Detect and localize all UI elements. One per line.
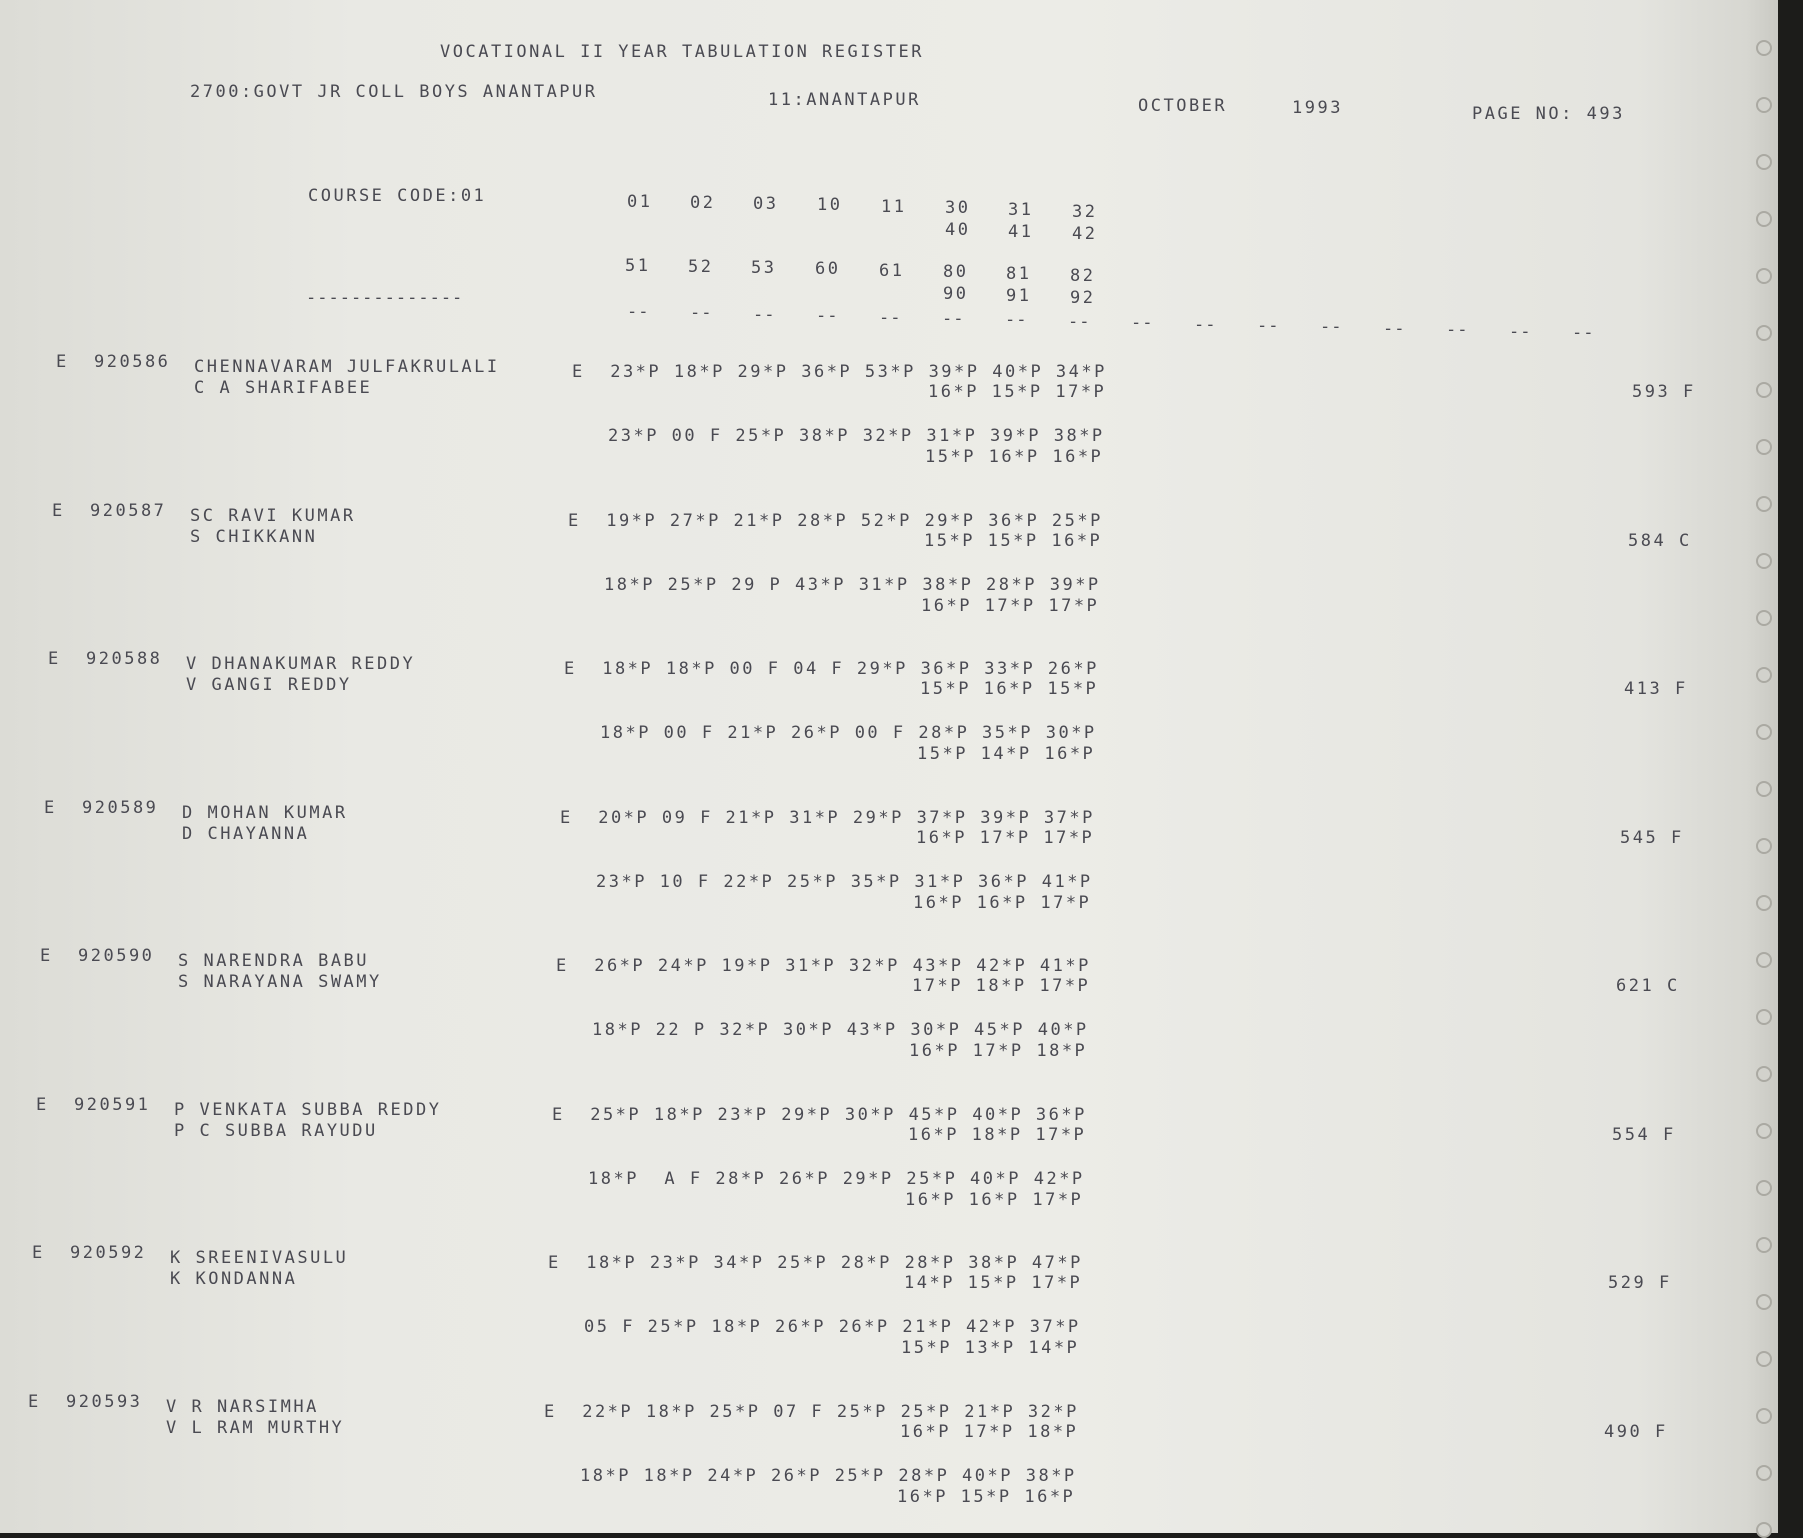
parent-name: S NARAYANA SWAMY: [178, 972, 382, 992]
perforation-hole: [1756, 97, 1772, 113]
roll-number: 920590: [78, 946, 155, 966]
district-name: 11:ANANTAPUR: [768, 90, 921, 110]
marks-row-2: 05 F 25*P 18*P 26*P 26*P 21*P 42*P 37*P: [584, 1317, 1081, 1337]
student-name: CHENNAVARAM JULFAKRULALI: [194, 357, 500, 377]
parent-name: S CHIKKANN: [190, 526, 318, 547]
marks-row-2-extra: 16*P 15*P 16*P: [897, 1486, 1076, 1507]
perforation-hole: [1756, 667, 1772, 683]
column-dash: --: [942, 309, 965, 329]
medium-code: E: [44, 797, 57, 818]
exam-month: OCTOBER: [1138, 96, 1228, 116]
perforation-hole: [1756, 1408, 1772, 1424]
roll-number: 920587: [90, 500, 167, 521]
marks-row-1-extra: 17*P 18*P 17*P: [912, 976, 1091, 996]
marks-row-2-extra: 16*P 17*P 17*P: [921, 595, 1100, 616]
column-dash: --: [1509, 322, 1532, 342]
column-dash: --: [1005, 310, 1028, 330]
marks-row-2: 18*P 00 F 21*P 26*P 00 F 28*P 35*P 30*P: [600, 723, 1097, 743]
column-dash: --: [753, 305, 776, 325]
course-dashes: --------------: [306, 288, 464, 308]
perforation-hole: [1756, 40, 1772, 56]
total-result: 413 F: [1624, 679, 1688, 699]
subject-code: 32: [1072, 202, 1098, 222]
subject-code: 90: [943, 284, 969, 304]
marks-row-1-extra: 16*P 17*P 18*P: [900, 1421, 1079, 1442]
marks-row-1: E 18*P 23*P 34*P 25*P 28*P 28*P 38*P 47*P: [548, 1253, 1083, 1273]
course-code: COURSE CODE:01: [308, 186, 487, 206]
subject-code: 80: [943, 262, 969, 282]
subject-code: 02: [690, 193, 716, 213]
medium-code: E: [48, 649, 61, 669]
perforation-hole: [1756, 895, 1772, 911]
marks-row-2-extra: 15*P 16*P 16*P: [925, 447, 1104, 467]
roll-number: 920586: [94, 352, 171, 372]
roll-number: 920593: [66, 1391, 143, 1412]
parent-name: V GANGI REDDY: [186, 675, 352, 695]
subject-code: 30: [945, 198, 971, 218]
perforation-hole: [1756, 496, 1772, 512]
column-dash: --: [1320, 317, 1343, 337]
perforation-hole: [1756, 439, 1772, 455]
student-name: D MOHAN KUMAR: [182, 802, 348, 823]
column-dash: --: [1572, 323, 1595, 343]
subject-code: 40: [945, 220, 971, 240]
perforation-hole: [1756, 325, 1772, 341]
student-name: K SREENIVASULU: [170, 1248, 349, 1268]
column-dash: --: [879, 308, 902, 328]
medium-code: E: [56, 352, 69, 372]
college-name: 2700:GOVT JR COLL BOYS ANANTAPUR: [190, 82, 598, 102]
subject-code: 92: [1070, 288, 1096, 308]
medium-code: E: [52, 500, 65, 521]
medium-code: E: [28, 1391, 41, 1412]
perforation-hole: [1756, 952, 1772, 968]
roll-number: 920591: [74, 1094, 151, 1115]
roll-number: 920589: [82, 797, 159, 818]
subject-code: 01: [627, 192, 653, 212]
column-dash: --: [1383, 319, 1406, 339]
perforation-hole: [1756, 1294, 1772, 1310]
total-result: 584 C: [1628, 530, 1692, 551]
column-dash: --: [816, 306, 839, 326]
subject-code: 42: [1072, 224, 1098, 244]
perforation-hole: [1756, 1351, 1772, 1367]
subject-code: 31: [1008, 200, 1034, 220]
marks-row-2: 23*P 00 F 25*P 38*P 32*P 31*P 39*P 38*P: [608, 426, 1105, 446]
perforation-hole: [1756, 1123, 1772, 1139]
subject-code: 60: [815, 259, 841, 279]
subject-code: 53: [751, 258, 777, 278]
marks-row-1: E 19*P 27*P 21*P 28*P 52*P 29*P 36*P 25*P: [568, 510, 1103, 531]
student-name: S NARENDRA BABU: [178, 951, 370, 971]
marks-row-1-extra: 15*P 16*P 15*P: [920, 679, 1099, 699]
marks-row-2: 18*P 25*P 29 P 43*P 31*P 38*P 28*P 39*P: [604, 574, 1101, 595]
column-dash: --: [627, 302, 650, 322]
subject-code: 81: [1006, 264, 1032, 284]
subject-code: 61: [879, 261, 905, 281]
perforation-hole: [1756, 1009, 1772, 1025]
column-dash: --: [1068, 312, 1091, 332]
marks-row-1: E 25*P 18*P 23*P 29*P 30*P 45*P 40*P 36*P: [552, 1104, 1087, 1125]
perforation-hole: [1756, 1522, 1772, 1538]
column-dash: --: [1131, 313, 1154, 333]
marks-row-1-extra: 14*P 15*P 17*P: [904, 1273, 1083, 1293]
perforation-hole: [1756, 211, 1772, 227]
student-name: SC RAVI KUMAR: [190, 505, 356, 526]
page-number: PAGE NO: 493: [1472, 104, 1625, 124]
marks-row-1-extra: 16*P 15*P 17*P: [928, 382, 1107, 402]
column-dash: --: [1446, 320, 1469, 340]
marks-row-2: 18*P A F 28*P 26*P 29*P 25*P 40*P 42*P: [588, 1168, 1085, 1189]
roll-number: 920588: [86, 649, 163, 669]
student-name: P VENKATA SUBBA REDDY: [174, 1099, 442, 1120]
subject-code: 52: [688, 257, 714, 277]
total-result: 490 F: [1604, 1421, 1668, 1442]
marks-row-2-extra: 15*P 13*P 14*P: [901, 1338, 1080, 1358]
medium-code: E: [36, 1094, 49, 1115]
marks-row-1: E 23*P 18*P 29*P 36*P 53*P 39*P 40*P 34*P: [572, 362, 1107, 382]
marks-row-2: 18*P 18*P 24*P 26*P 25*P 28*P 40*P 38*P: [580, 1465, 1077, 1486]
marks-row-2: 23*P 10 F 22*P 25*P 35*P 31*P 36*P 41*P: [596, 871, 1093, 892]
perforation-hole: [1756, 268, 1772, 284]
roll-number: 920592: [70, 1243, 147, 1263]
column-dash: --: [1257, 316, 1280, 336]
perforation-hole: [1756, 1066, 1772, 1082]
medium-code: E: [32, 1243, 45, 1263]
column-dash: --: [690, 303, 713, 323]
subject-code: 51: [625, 256, 651, 276]
marks-row-1-extra: 16*P 17*P 17*P: [916, 827, 1095, 848]
marks-row-2-extra: 16*P 16*P 17*P: [913, 892, 1092, 913]
marks-row-2-extra: 16*P 17*P 18*P: [909, 1041, 1088, 1061]
total-result: 554 F: [1612, 1124, 1676, 1145]
marks-row-1: E 22*P 18*P 25*P 07 F 25*P 25*P 21*P 32*P: [544, 1401, 1079, 1422]
perforated-edge: [1748, 0, 1778, 1533]
marks-row-2-extra: 16*P 16*P 17*P: [905, 1189, 1084, 1210]
parent-name: D CHAYANNA: [182, 823, 310, 844]
exam-year: 1993: [1292, 98, 1343, 118]
subject-code: 82: [1070, 266, 1096, 286]
marks-row-2: 18*P 22 P 32*P 30*P 43*P 30*P 45*P 40*P: [592, 1020, 1089, 1040]
marks-row-1-extra: 15*P 15*P 16*P: [924, 530, 1103, 551]
marks-row-2-extra: 15*P 14*P 16*P: [917, 744, 1096, 764]
marks-row-1: E 26*P 24*P 19*P 31*P 32*P 43*P 42*P 41*P: [556, 956, 1091, 976]
student-name: V DHANAKUMAR REDDY: [186, 654, 416, 674]
parent-name: V L RAM MURTHY: [166, 1417, 345, 1438]
total-result: 545 F: [1620, 827, 1684, 848]
perforation-hole: [1756, 1180, 1772, 1196]
marks-row-1-extra: 16*P 18*P 17*P: [908, 1124, 1087, 1145]
perforation-hole: [1756, 838, 1772, 854]
perforation-hole: [1756, 553, 1772, 569]
subject-code: 91: [1006, 286, 1032, 306]
subject-code: 41: [1008, 222, 1034, 242]
perforation-hole: [1756, 781, 1772, 797]
total-result: 593 F: [1632, 382, 1696, 402]
perforation-hole: [1756, 382, 1772, 398]
marks-row-1: E 20*P 09 F 21*P 31*P 29*P 37*P 39*P 37*P: [560, 807, 1095, 828]
subject-code: 03: [753, 194, 779, 214]
parent-name: K KONDANNA: [170, 1269, 298, 1289]
register-title: VOCATIONAL II YEAR TABULATION REGISTER: [440, 42, 924, 62]
perforation-hole: [1756, 1237, 1772, 1253]
subject-code: 11: [881, 197, 907, 217]
column-dash: --: [1194, 315, 1217, 335]
medium-code: E: [40, 946, 53, 966]
subject-code: 10: [817, 195, 843, 215]
parent-name: C A SHARIFABEE: [194, 378, 373, 398]
student-name: V R NARSIMHA: [166, 1396, 319, 1417]
total-result: 621 C: [1616, 976, 1680, 996]
perforation-hole: [1756, 610, 1772, 626]
perforation-hole: [1756, 724, 1772, 740]
perforation-hole: [1756, 154, 1772, 170]
marks-row-1: E 18*P 18*P 00 F 04 F 29*P 36*P 33*P 26*P: [564, 659, 1099, 679]
total-result: 529 F: [1608, 1273, 1672, 1293]
perforation-hole: [1756, 1465, 1772, 1481]
parent-name: P C SUBBA RAYUDU: [174, 1120, 378, 1141]
